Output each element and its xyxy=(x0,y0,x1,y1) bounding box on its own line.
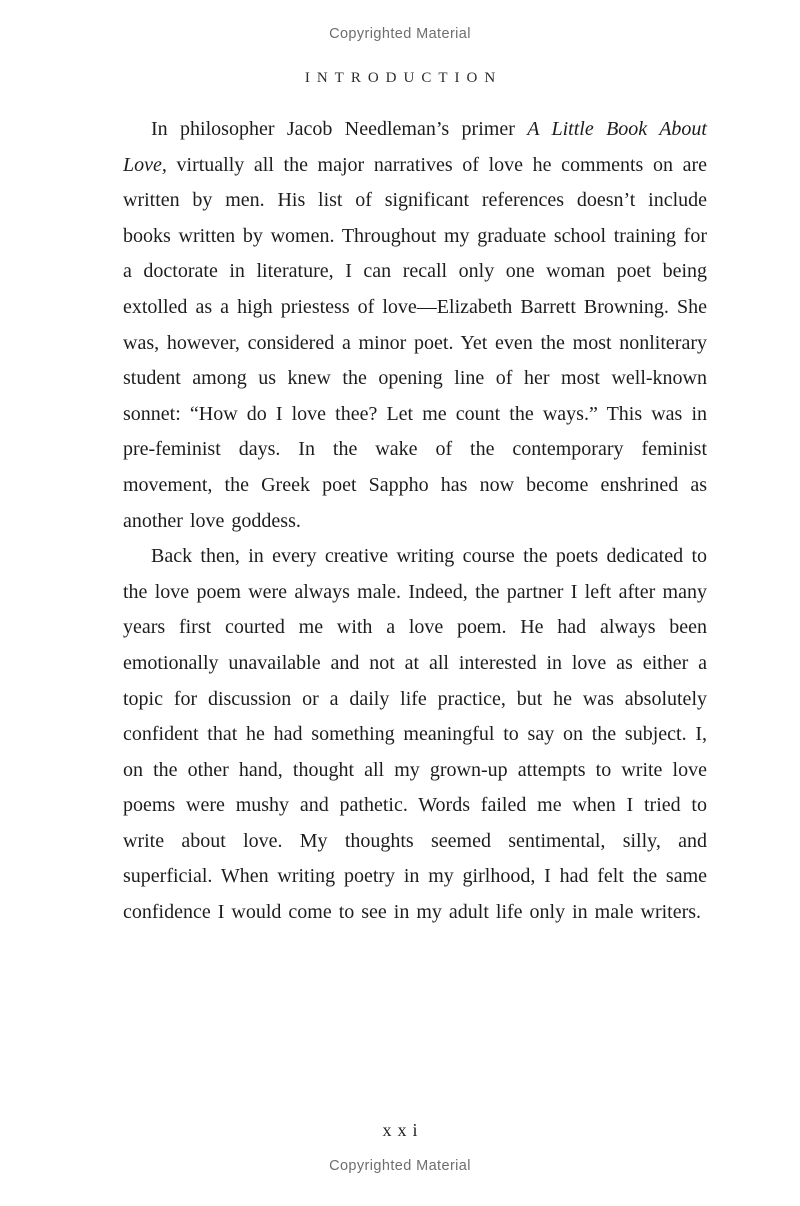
text-run: Back then, in every creative writing course the poets dedicated to the love poem were always male. Indeed, the partner I left after many years first courted me with a love poem. He had always been emotionally unavailable and not at all interested in love as either a topic for discussion or a daily life practice, but he was absolutely confident that he had something meaningful to say on the subject. I, on the other hand, thought all my grown-up attempts to write love poems were mushy and pathetic. Words failed me when I tried to write about love. My thoughts seemed sentimental, silly, and superficial. When writing poetry in my girlhood, I had felt the same confidence I would come to see in my adult life only in male writers. xyxy=(123,545,707,924)
paragraph xyxy=(123,112,707,539)
text-run: virtually all the major narratives of love he comments on are written by men. His list of significant references doesn’t include books written by women. Throughout my graduate school training for a doctorate in literature, I can recall only one woman poet being extolled as a high priestess of love—Elizabeth Barrett Browning. She was, however, considered a minor poet. Yet even the most nonliterary student among us knew the opening line of her most well-known sonnet: “How do I love thee? Let me count the ways.” This was in pre-feminist days. In the wake of the contemporary feminist movement, the Greek poet Sappho has now become enshrined as another love goddess. xyxy=(123,153,707,532)
book-title-italic: A Little Book About Love, xyxy=(123,118,707,176)
paragraph xyxy=(123,539,707,931)
copyright-notice-top: Copyrighted Material xyxy=(329,26,471,42)
page-number: xxi xyxy=(382,1120,424,1140)
text-run: In philosopher Jacob Needleman’s primer xyxy=(151,118,528,140)
running-head: INTRODUCTION xyxy=(304,70,503,86)
body-text xyxy=(123,112,707,931)
copyright-notice-bottom: Copyrighted Material xyxy=(329,1158,471,1174)
